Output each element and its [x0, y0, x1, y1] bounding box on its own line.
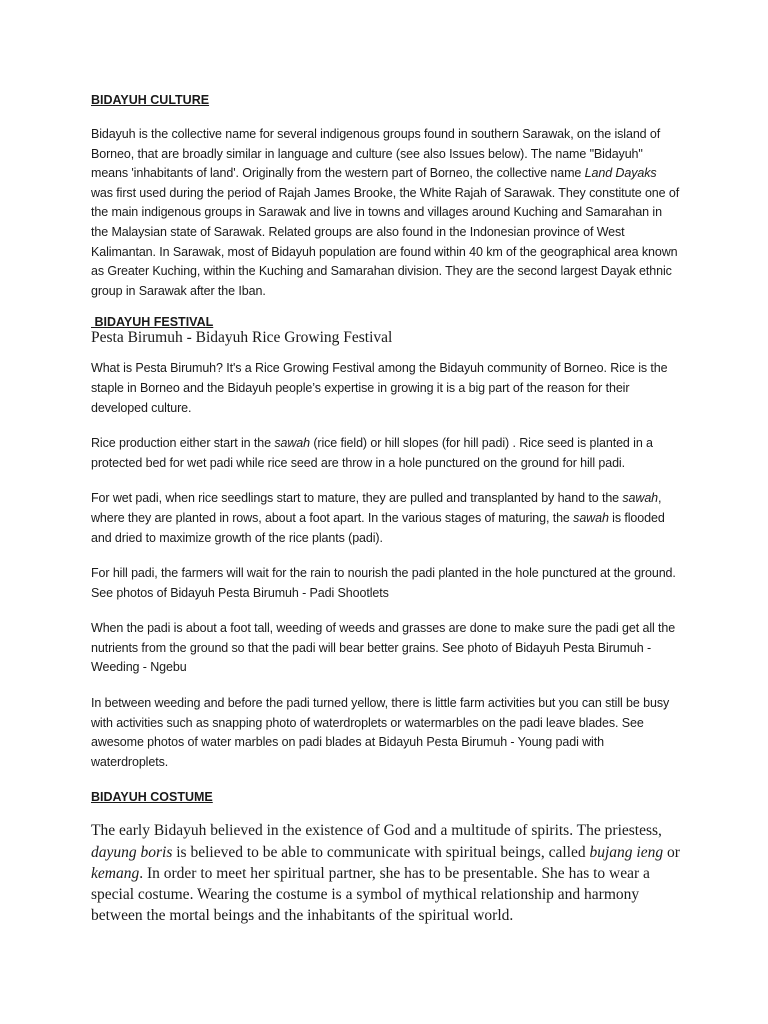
costume-paragraph: [91, 820, 681, 926]
festival-p2-italic-sawah: sawah: [274, 436, 310, 451]
festival-p3-italic-sawah-1: sawah: [622, 491, 659, 506]
festival-paragraph-3: [91, 489, 681, 548]
festival-p3-text-1: For wet padi, when rice seedlings start to mature, they are pulled and transplanted by hand to the: [91, 491, 623, 506]
costume-italic-kemang: kemang: [91, 864, 140, 882]
costume-italic-bujang-ieng: bujang ieng: [589, 843, 664, 861]
costume-italic-dayung-boris: dayung boris: [91, 843, 173, 861]
costume-text-1: The early Bidayuh believed in the existence of God and a multitude of spirits. The priestess,: [91, 822, 662, 840]
culture-paragraph: [91, 125, 681, 301]
culture-text-1: Bidayuh is the collective name for several indigenous groups found in southern Sarawak, on the island of Borneo, that are broadly similar in language and culture (see also Issues below). The name "Bidayuh" means 'inhabitants of land'. Originally from the western part of Borneo, the collective name: [91, 127, 661, 181]
costume-text-2: is believed to be able to communicate with spiritual beings, called: [172, 843, 590, 861]
festival-p2-text-2: (rice field) or hill slopes (for hill padi) . Rice seed is planted in a protected bed for wet padi while rice seed are throw in a hole punctured on the ground for hill padi.: [91, 436, 653, 470]
section-heading-festival: BIDAYUH FESTIVAL: [91, 315, 214, 330]
culture-text-2: was first used during the period of Rajah James Brooke, the White Rajah of Sarawak. They constitute one of the main indigenous groups in Sarawak and live in towns and villages around Kuching and Samarahan in the Malaysian state of Sarawak. Related groups are also found in the Indonesian province of West Kalimantan. In Sarawak, most of Bidayuh population are found within 40 km of the geographical area known as Greater Kuching, within the Kuching and Samarahan division. They are the second largest Dayak ethnic group in Sarawak after the Iban.: [91, 185, 680, 298]
festival-p3-text-3: is flooded and dried to maximize growth of the rice plants (padi).: [91, 510, 665, 545]
festival-p3-text-2: , where they are planted in rows, about a foot apart. In the various stages of maturing, the: [91, 491, 662, 525]
festival-paragraph-5: When the padi is about a foot tall, weeding of weeds and grasses are done to make sure the padi get all the nutrients from the ground so that the padi will bear better grains. See photo of Bidayuh Pesta Birumuh - Weeding - Ngebu: [91, 621, 676, 675]
costume-text-4: . In order to meet her spiritual partner, she has to be presentable. She has to wear a special costume. Wearing the costume is a symbol of mythical relationship and harmony between the mortal beings and the inhabitants of the spiritual world.: [91, 864, 650, 925]
festival-paragraph-2: [91, 434, 681, 473]
document-page: [91, 93, 681, 926]
festival-paragraph-6: In between weeding and before the padi turned yellow, there is little farm activities but you can still be busy with activities such as snapping photo of waterdroplets or watermarbles on the padi leave blades. See awesome photos of water marbles on padi blades at Bidayuh Pesta Birumuh - Young padi with waterdroplets.: [91, 696, 670, 769]
section-heading-culture: BIDAYUH CULTURE: [91, 93, 210, 107]
culture-italic-land-dayaks: Land Dayaks: [584, 166, 657, 181]
festival-p2-text-1: Rice production either start in the: [91, 436, 275, 451]
festival-subtitle: Pesta Birumuh - Bidayuh Rice Growing Festival: [91, 329, 393, 347]
costume-text-3: or: [663, 843, 680, 861]
festival-paragraph-1: What is Pesta Birumuh? It's a Rice Growing Festival among the Bidayuh community of Borneo. Rice is the staple in Borneo and the Bidayuh people’s expertise in growing it is a big part of the reason for their developed culture.: [91, 361, 668, 415]
festival-p3-italic-sawah-2: sawah: [573, 510, 609, 525]
section-heading-costume: BIDAYUH COSTUME: [91, 790, 213, 805]
festival-paragraph-4: For hill padi, the farmers will wait for the rain to nourish the padi planted in the hole punctured at the ground. See photos of Bidayuh Pesta Birumuh - Padi Shootlets: [91, 566, 676, 600]
